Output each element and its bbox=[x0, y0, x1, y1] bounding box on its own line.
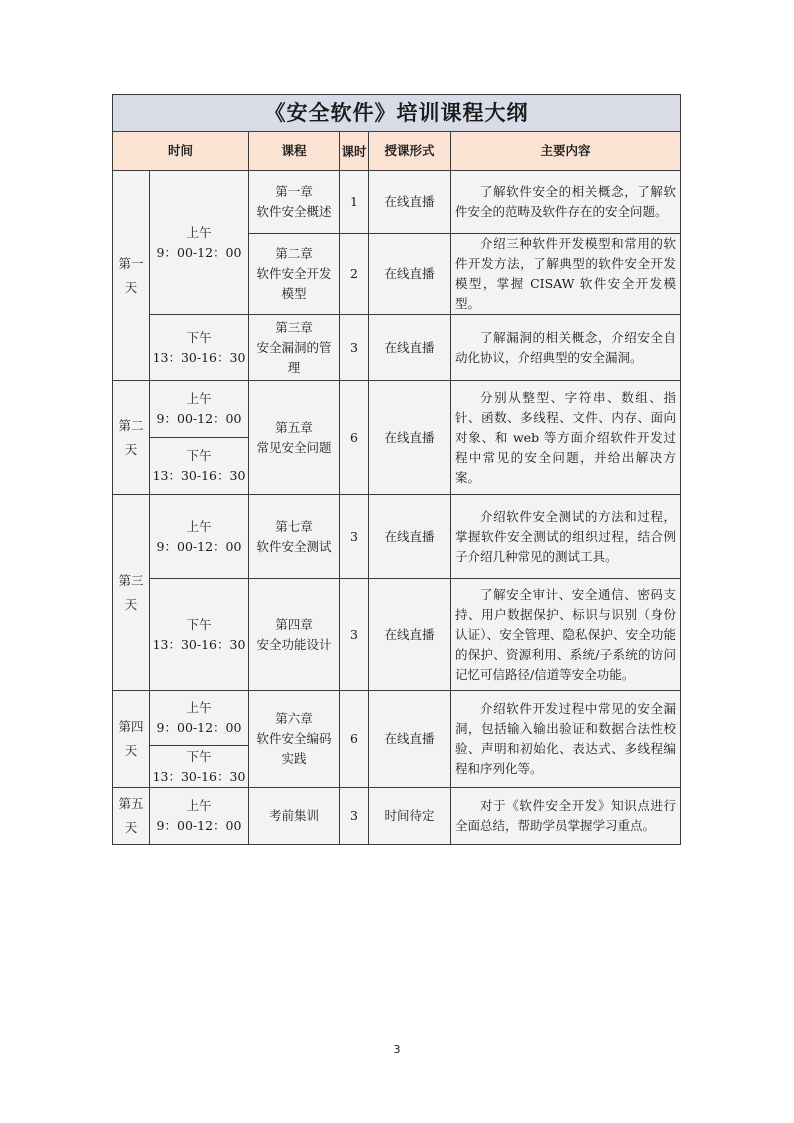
course-name: 安全漏洞的管理 bbox=[256, 339, 332, 375]
hours-cell: 6 bbox=[340, 691, 369, 788]
slot-time: 13：30-16：30 bbox=[152, 636, 246, 652]
format-cell: 在线直播 bbox=[369, 691, 451, 788]
day-4: 第四天 bbox=[113, 691, 150, 788]
course-cell bbox=[249, 495, 340, 579]
course-chapter: 第二章 bbox=[275, 246, 313, 261]
slot-am bbox=[150, 171, 249, 315]
format-cell: 在线直播 bbox=[369, 579, 451, 691]
day-1: 第一天 bbox=[113, 171, 150, 381]
header-content: 主要内容 bbox=[451, 132, 681, 171]
course-outline-table bbox=[112, 94, 681, 845]
course-name: 软件安全开发模型 bbox=[256, 266, 332, 301]
content-cell bbox=[451, 579, 681, 691]
header-hours: 课时 bbox=[340, 132, 369, 171]
slot-time: 9：00-12：00 bbox=[156, 244, 242, 260]
slot-label: 上午 bbox=[186, 391, 212, 406]
slot-time: 9：00-12：00 bbox=[156, 411, 242, 426]
course-name: 软件安全编码实践 bbox=[256, 731, 332, 766]
hours-cell: 3 bbox=[340, 579, 369, 691]
header-course: 课程 bbox=[249, 132, 340, 171]
format-cell: 在线直播 bbox=[369, 315, 451, 381]
slot-label: 下午 bbox=[186, 616, 212, 632]
hours-cell: 3 bbox=[340, 495, 369, 579]
slot-pm bbox=[150, 579, 249, 691]
slot-time: 13：30-16：30 bbox=[152, 768, 246, 784]
slot-label: 下午 bbox=[186, 748, 212, 764]
course-chapter: 第七章 bbox=[275, 518, 313, 534]
content-cell: 了解漏洞的相关概念，介绍安全自动化协议，介绍典型的安全漏洞。 bbox=[451, 315, 681, 381]
content-cell: 了解软件安全的相关概念，了解软件安全的范畴及软件存在的安全问题。 bbox=[451, 171, 681, 234]
course-chapter: 第四章 bbox=[275, 616, 313, 632]
course-chapter: 第一章 bbox=[275, 184, 313, 199]
format-cell: 在线直播 bbox=[369, 234, 451, 315]
hours-cell: 2 bbox=[340, 234, 369, 315]
slot-time: 9：00-12：00 bbox=[156, 720, 242, 735]
slot-am bbox=[150, 788, 249, 845]
content-cell: 介绍软件安全测试的方法和过程，掌握软件安全测试的组织过程，结合例子介绍几种常见的测试工具。 bbox=[451, 495, 681, 579]
day-3: 第三天 bbox=[113, 495, 150, 691]
slot-time: 13：30-16：30 bbox=[152, 349, 246, 365]
content-cell: 介绍三种软件开发模型和常用的软件开发方法，了解典型的软件安全开发模型，掌握 CISAW 软件安全开发模型。 bbox=[451, 234, 681, 315]
slot-am bbox=[150, 381, 249, 438]
slot-am bbox=[150, 691, 249, 746]
format-cell: 在线直播 bbox=[369, 495, 451, 579]
format-cell: 在线直播 bbox=[369, 171, 451, 234]
content-text: 了解安全审计、安全通信、密码支持、用户数据保护、标识与识别（身份认证）、安全管理、隐私保护、安全功能的保护、资源利用、系统/子系统的访问记忆可信路径/信道等安全功能。 bbox=[455, 586, 677, 682]
slot-label: 下午 bbox=[186, 448, 212, 463]
slot-time: 9：00-12：00 bbox=[156, 538, 242, 554]
content-cell: 分别从整型、字符串、数组、指针、函数、多线程、文件、内存、面向对象、和 web 等方面介绍软件开发过程中常见的安全问题，并给出解决方案。 bbox=[451, 381, 681, 495]
format-cell: 在线直播 bbox=[369, 381, 451, 495]
content-cell: 介绍软件开发过程中常见的安全漏洞，包括输入输出验证和数据合法性校验、声明和初始化、表达式、多线程编程和序列化等。 bbox=[451, 691, 681, 788]
course-cell bbox=[249, 691, 340, 788]
hours-cell: 3 bbox=[340, 788, 369, 845]
slot-pm bbox=[150, 315, 249, 381]
table-title: 《安全软件》培训课程大纲 bbox=[113, 95, 681, 132]
course-name: 软件安全测试 bbox=[256, 538, 332, 554]
day-5: 第五天 bbox=[113, 788, 150, 845]
course-cell bbox=[249, 579, 340, 691]
hours-cell: 6 bbox=[340, 381, 369, 495]
hours-cell: 3 bbox=[340, 315, 369, 381]
course-name: 软件安全概述 bbox=[256, 204, 332, 219]
course-chapter: 第六章 bbox=[275, 711, 313, 726]
slot-label: 上午 bbox=[186, 518, 212, 534]
course-cell bbox=[249, 234, 340, 315]
day-2: 第二天 bbox=[113, 381, 150, 495]
course-cell bbox=[249, 315, 340, 381]
hours-cell: 1 bbox=[340, 171, 369, 234]
course-name: 常见安全问题 bbox=[256, 439, 332, 455]
slot-label: 上午 bbox=[186, 798, 212, 813]
course-cell bbox=[249, 171, 340, 234]
course-cell bbox=[249, 381, 340, 495]
slot-time: 9：00-12：00 bbox=[156, 818, 242, 833]
slot-label: 下午 bbox=[186, 329, 212, 345]
course-name: 考前集训 bbox=[249, 788, 340, 845]
slot-label: 上午 bbox=[186, 224, 212, 240]
header-time: 时间 bbox=[113, 132, 249, 171]
page-number: 3 bbox=[393, 1043, 401, 1056]
header-format: 授课形式 bbox=[369, 132, 451, 171]
course-chapter: 第三章 bbox=[275, 319, 313, 335]
course-name: 安全功能设计 bbox=[256, 636, 332, 652]
format-cell: 时间待定 bbox=[369, 788, 451, 845]
slot-time: 13：30-16：30 bbox=[152, 468, 246, 483]
slot-pm bbox=[150, 746, 249, 788]
slot-label: 上午 bbox=[186, 700, 212, 715]
content-cell: 对于《软件安全开发》知识点进行全面总结，帮助学员掌握学习重点。 bbox=[451, 788, 681, 845]
course-chapter: 第五章 bbox=[275, 419, 313, 435]
slot-am bbox=[150, 495, 249, 579]
slot-pm bbox=[150, 438, 249, 495]
